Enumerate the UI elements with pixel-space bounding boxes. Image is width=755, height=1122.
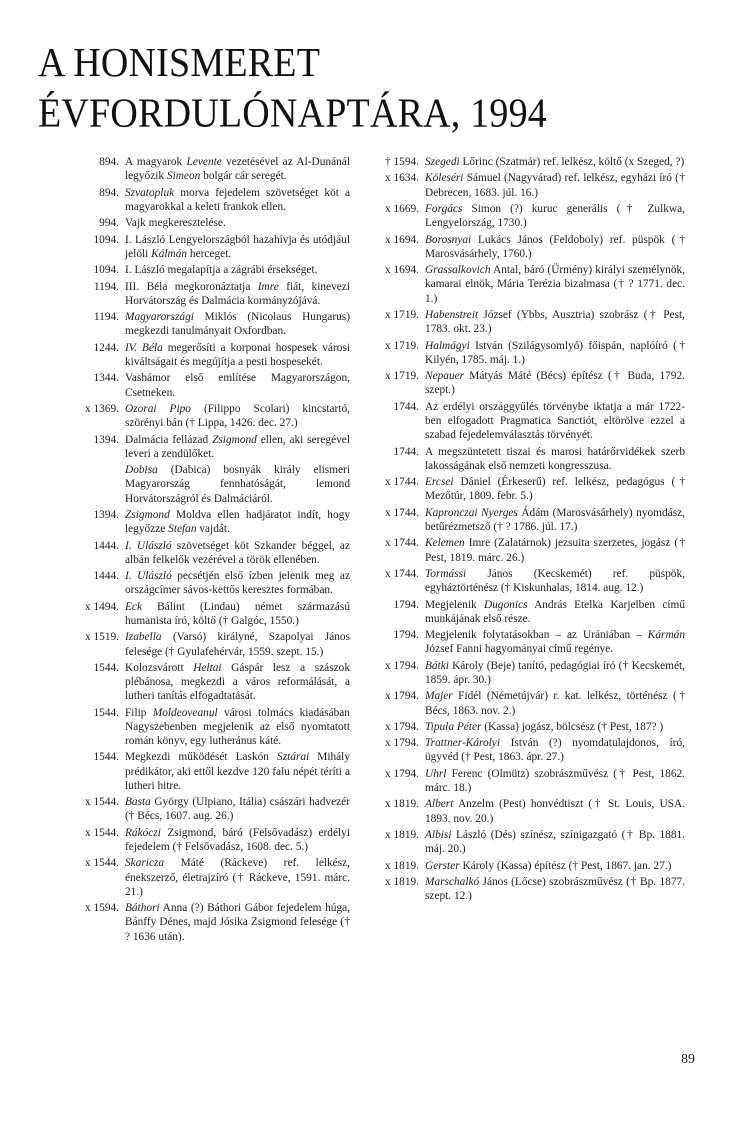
entry-year: x 1819. [384, 829, 419, 842]
entry-text [425, 767, 685, 795]
entry-text-run: István (Szilágysomlyó) főispán, naplóíró († Kilyén, 1785. máj. 1.) [425, 339, 685, 366]
chronology-entry [75, 856, 350, 899]
right-column [375, 155, 685, 906]
entry-name: IV. Béla [125, 341, 163, 354]
entry-year: 1544. [93, 661, 119, 674]
entry-text-run: Az erdélyi országgyűlés törvénybe iktatja a már 1722-ben elfogadott Pragmatica Sanctiót, eltörölve ezzel a szabad fejedelemválasztás törvényét. [425, 400, 685, 442]
entry-name: Kálmán [151, 247, 188, 260]
chronology-entry [375, 400, 685, 443]
entry-text [425, 828, 685, 856]
chronology-entry [75, 216, 350, 230]
entry-year: 1194. [93, 280, 119, 293]
chronology-entry [375, 369, 685, 397]
chronology-entry [375, 263, 685, 306]
entry-text-run: I. László Lengyelországból hazahívja és utódjául jelöli [125, 233, 350, 260]
entry-text [125, 155, 350, 183]
entry-name: Albert [425, 798, 454, 811]
entry-text [125, 341, 350, 369]
entry-text [125, 310, 350, 338]
chronology-entry [375, 767, 685, 795]
chronology-entry [375, 202, 685, 230]
entry-text [425, 720, 685, 734]
entry-year: x 1819. [384, 859, 419, 872]
entry-text [425, 400, 685, 443]
title-line-2: ÉVFORDULÓNAPTÁRA, 1994 [38, 90, 547, 137]
entry-year: x 1794. [384, 737, 419, 750]
entry-name: Dobisa [125, 464, 158, 477]
entry-year: 1194. [93, 311, 119, 324]
entry-text [425, 202, 685, 230]
chronology-entry [75, 630, 350, 658]
entry-text [425, 567, 685, 595]
entry-text [125, 280, 350, 308]
entry-text [425, 875, 685, 903]
entry-text-run: János (Lőcse) szobrászművész († Bp. 1877. szept. 12.) [425, 876, 685, 903]
entry-name: Sztárai [277, 751, 310, 764]
entry-name: Zsigmond [125, 508, 170, 521]
chronology-entry [75, 233, 350, 261]
entry-text [125, 186, 350, 214]
entry-year: x 1794. [384, 690, 419, 703]
entry-year: 894. [99, 156, 119, 168]
entry-name: Habenstreit [425, 308, 479, 321]
entry-text-run: Megjelenik [425, 598, 484, 611]
entry-year: 1444. [93, 570, 119, 583]
chronology-entry [75, 795, 350, 823]
entry-name: Szvatopluk [125, 186, 175, 199]
entry-text-run: Dániel (Érkeserű) ref. lelkész, pedagógus († Mezőtúr, 1809. febr. 5.) [425, 476, 685, 503]
chronology-entry [75, 155, 350, 183]
entry-name: Eck [125, 600, 142, 613]
entry-text-run: János (Kecskemét) ref. püspök, egyháztörténész († Kiskunhalas, 1814. aug. 12.) [425, 567, 685, 595]
entry-text-run: morva fejedelem szövetséget köt a magyarokkal a keleti frankok ellen. [125, 186, 350, 213]
entry-text-run: Simon (?) kuruc generális († Zulkwa, Lengyelország, 1730.) [425, 202, 685, 230]
entry-text [125, 901, 350, 944]
page-title [38, 38, 728, 140]
entry-year: 1094. [93, 233, 119, 246]
chronology-entry [75, 750, 350, 793]
entry-text [125, 795, 350, 823]
entry-text [425, 506, 685, 534]
entry-year: x 1519. [84, 631, 119, 644]
entry-text-run: Bálint (Lindau) német származású humanista író, költő († Galgóc, 1550.) [125, 600, 350, 627]
entry-text-run: III. Béla megkoronáztatja [125, 280, 258, 293]
entry-text-run: Károly (Beje) tanító, pedagógiai író († Kecskemét, 1859. ápr. 30.) [425, 659, 685, 686]
entry-text-run: Anna (?) Báthori Gábor fejedelem húga, Bánffy Dénes, majd Jósika Zsigmond felesége († ? 1636 után). [125, 902, 350, 943]
entry-name: Ercsei [425, 476, 454, 489]
entry-text-run: (Varsó) királyné, Szapolyai János felesége († Gyulafehérvár, 1559. szept. 15.) [125, 631, 350, 658]
chronology-entry [75, 186, 350, 214]
left-column [75, 155, 350, 946]
entry-text [425, 736, 685, 764]
entry-name: Trattner-Károlyi [425, 737, 500, 750]
entry-name: Kelemen [425, 537, 465, 550]
entry-text [125, 216, 350, 230]
entry-name: Bátki [425, 659, 449, 672]
entry-text-run: Kolozsvárott [125, 661, 194, 674]
entry-year: x 1819. [384, 798, 419, 811]
entry-year: † 1594. [384, 156, 419, 168]
entry-year: 1794. [393, 629, 419, 642]
entry-text [125, 661, 350, 704]
entry-text [125, 826, 350, 854]
entry-name: Báthori [125, 902, 160, 915]
entry-year: 1794. [393, 598, 419, 611]
entry-name: Kármán [647, 629, 685, 642]
chronology-entry [75, 706, 350, 749]
entry-text-run: Imre (Zalatárnok) jezsuita szerzetes, jogász († Pest, 1819. márc. 26.) [425, 537, 685, 564]
chronology-entry [375, 308, 685, 336]
entry-text-run: András Etelka Karjelben című munkájának első része. [425, 598, 686, 625]
entry-text-run: Dalmácia fellázad [125, 433, 213, 446]
entry-text-run: vezetésével az Al-Dunánál legyőzik [125, 156, 350, 183]
entry-text [425, 263, 685, 306]
entry-text-run: I. László megalapítja a zágrábi érsekséget. [125, 264, 318, 277]
chronology-entry [75, 280, 350, 308]
chronology-entry [375, 828, 685, 856]
entry-text [425, 369, 685, 397]
entry-text [125, 463, 350, 506]
entry-text-run: József (Ybbs, Ausztria) szobrász († Pest, 1783. okt. 23.) [425, 308, 685, 336]
chronology-entry [375, 233, 685, 261]
entry-year: x 1634. [384, 172, 419, 185]
entry-text [125, 263, 350, 277]
entry-text-run: vajdát. [196, 523, 230, 536]
entry-year: x 1719. [384, 370, 419, 383]
entry-text [125, 508, 350, 536]
entry-text [425, 475, 685, 503]
chronology-entry [375, 475, 685, 503]
entry-text-run: A megszüntetett tiszai és marosi határőrvidékek szerb lakosságának első nemzeti kongresszusa. [425, 445, 685, 472]
entry-text-run: herceget. [187, 247, 232, 260]
entry-text [125, 600, 350, 628]
entry-name: Grassalkovich [425, 264, 491, 277]
chronology-entry [75, 508, 350, 536]
entry-text-run: bolgár cár seregét. [200, 170, 287, 183]
entry-text-run: szövetséget köt Szkander béggel, az albán felkelők vezérével a török ellenében. [125, 539, 350, 566]
entry-name: Stefan [168, 523, 197, 536]
entry-text-run: A magyarok [125, 156, 187, 168]
entry-name: Heltai [193, 661, 222, 674]
entry-text-run: Mihály prédikátor, aki ettől kezdve 120 falu népét téríti a lutheri hitre. [125, 751, 350, 792]
entry-year: 1394. [93, 433, 119, 446]
entry-year: 1094. [93, 264, 119, 277]
entry-text-run: Máté (Ráckeve) ref. lelkész, énekszerző, életrajzíró († Ráckeve, 1591. márc. 21.) [125, 857, 350, 898]
entry-text-run: István (?) nyomdatulajdonos, író, ügyvéd († Pest, 1863. ápr. 27.) [425, 737, 685, 764]
entry-text-run: Megjelenik folytatásokban – az Urániában – [425, 629, 648, 642]
entry-name: Tipula Péter [425, 720, 482, 733]
entry-name: Tormássi [425, 567, 467, 580]
entry-name: Basta [125, 796, 151, 809]
chronology-entry [75, 826, 350, 854]
entry-year: x 1744. [384, 506, 419, 519]
entry-year: 1544. [93, 706, 119, 719]
entry-name: Ozorai Pipo [125, 402, 191, 415]
entry-text-run: megerősíti a korponai hospesek városi kiváltságait és megújítja a pesti hospesekét. [125, 341, 350, 368]
entry-text-run: Ádám (Marosvásárhely) nyomdász, betűrézmetsző († ? 1786. júl. 17.) [425, 506, 685, 533]
entry-text [425, 859, 685, 873]
entry-year: 894. [99, 186, 119, 199]
entry-name: Magyarországi [125, 311, 194, 324]
entry-text [125, 233, 350, 261]
entry-name: Albisi [425, 829, 452, 842]
entry-year: 1244. [93, 341, 119, 354]
entry-text-run: Ferenc (Olmütz) szobrászművész († Pest, 1862. márc. 18.) [425, 767, 685, 795]
chronology-entry [75, 433, 350, 461]
entry-year: x 1694. [384, 264, 419, 277]
entry-text [425, 171, 685, 199]
entry-year: x 1719. [384, 339, 419, 352]
chronology-entry [75, 901, 350, 944]
entry-name: Borosnyai [425, 233, 472, 246]
entry-text [425, 689, 685, 717]
entry-year: x 1744. [384, 537, 419, 550]
entry-year: x 1794. [384, 720, 419, 733]
entry-text-run: Gáspár lesz a szászok plébánosa, megkezdi a város reformálását, a lutheri tanítás elfogadtatását. [125, 661, 351, 703]
entry-text-run: Miklós (Nicolaus Hungarus) megkezdi tanulmányait Oxfordban. [125, 311, 350, 338]
chronology-entry [375, 506, 685, 534]
entry-text-run: ellen, aki seregével leveri a zendülőket. [125, 433, 350, 460]
chronology-entry [375, 155, 685, 169]
entry-text-run: fiát, kinevezi Horvátország és Dalmácia kormányzójává. [125, 280, 350, 307]
chronology-entry [75, 310, 350, 338]
entry-text-run: Anzelm (Pest) honvédtiszt († St. Louis, USA. 1893. nov. 20.) [425, 798, 685, 825]
entry-text-run: Megkezdi működését Laskón [125, 751, 278, 764]
entry-text-run: György (Ulpiano, Itália) császári hadvezér († Bécs, 1607. aug. 26.) [125, 796, 350, 823]
entry-text [125, 539, 350, 567]
entry-year: x 1819. [384, 876, 419, 889]
entry-year: x 1544. [84, 857, 119, 870]
chronology-entry [75, 341, 350, 369]
entry-text [125, 402, 350, 430]
entry-name: Majer [425, 690, 453, 703]
entry-year: 994. [99, 217, 119, 230]
chronology-entry [75, 402, 350, 430]
entry-name: Moldeoveanul [152, 706, 218, 719]
entry-text-run: Antal, báró (Ürmény) királyi személynök, kamarai elnök, Mária Terézia bizalmasa († ? 1771. dec. 1.) [425, 264, 685, 305]
chronology-entry [75, 569, 350, 597]
entry-name: Zsigmond [212, 433, 257, 446]
chronology-entry [375, 536, 685, 564]
entry-text [125, 433, 350, 461]
entry-text-run: Fidél (Németújvár) r. kat. lelkész, történész († Bécs, 1863. nov. 2.) [425, 690, 685, 717]
entry-text-run: Sámuel (Nagyvárad) ref. lelkész, egyházi író († Debrecen, 1683. júl. 16.) [425, 172, 685, 199]
entry-text [125, 371, 350, 399]
entry-year: x 1669. [384, 202, 419, 215]
entry-year: 1744. [393, 400, 419, 413]
entry-text-run: Mátyás Máté (Bécs) építész († Buda, 1792. szept.) [425, 370, 685, 397]
entry-name: Dugonics [483, 598, 528, 611]
chronology-entry [375, 171, 685, 199]
chronology-entry [75, 371, 350, 399]
entry-year: x 1369. [84, 402, 119, 415]
chronology-entry [75, 263, 350, 277]
chronology-entry [375, 689, 685, 717]
chronology-entry [75, 463, 350, 506]
entry-text-run: városi tolmács kiadásában Nagyszebenben megjelenik az első nyomtatott román könyv, egy lutheránus káté. [125, 706, 350, 748]
entry-name: Rákóczi [125, 826, 161, 839]
entry-text-run: Vajk megkeresztelése. [125, 217, 226, 230]
entry-name: Imre [257, 280, 279, 293]
entry-text-run: Lőrinc (Szatmár) ref. lelkész, költő (x Szeged, ?) [459, 156, 685, 168]
entry-text [125, 750, 350, 793]
chronology-entry [375, 859, 685, 873]
entry-name: Gerster [425, 859, 460, 872]
chronology-entry [75, 539, 350, 567]
entry-text-run: Filip [125, 706, 153, 719]
entry-year: x 1694. [384, 233, 419, 246]
entry-text [125, 856, 350, 899]
entry-text [425, 155, 685, 169]
entry-text-run: pecsétjén első ízben jelenik meg az országcímer sávos-kettős keresztes formában. [125, 570, 350, 597]
entry-year: x 1494. [84, 600, 119, 613]
entry-year: x 1794. [384, 659, 419, 672]
chronology-entry [375, 736, 685, 764]
entry-name: Halmágyi [425, 339, 470, 352]
entry-text-run: Zsigmond, báró (Felsővadász) erdélyi fejedelem († Felsővadász, 1608. dec. 5.) [125, 826, 350, 854]
entry-year: x 1544. [84, 796, 119, 809]
entry-year: 1544. [93, 751, 119, 764]
entry-year: 1744. [393, 445, 419, 458]
entry-text [425, 233, 685, 261]
chronology-entry [375, 720, 685, 734]
entry-text [125, 630, 350, 658]
entry-text [425, 445, 685, 473]
entry-name: Nepauer [425, 370, 465, 383]
entry-text-run: Lukács János (Feldoboly) ref. püspök († Marosvásárhely, 1760.) [425, 233, 685, 260]
entry-year: x 1544. [84, 826, 119, 839]
entry-name: Köleséri [425, 172, 464, 185]
entry-text-run: Vashámor első említése Magyarországon, Csetneken. [125, 372, 350, 399]
entry-text-run: József Fanni hagyományai című regénye. [425, 643, 614, 656]
entry-year: x 1794. [384, 767, 419, 780]
chronology-entry [375, 797, 685, 825]
entry-year: x 1744. [384, 567, 419, 580]
entry-year [75, 463, 119, 506]
entry-name: Levente [186, 156, 222, 168]
entry-year: x 1744. [384, 476, 419, 489]
entry-text [425, 598, 685, 626]
entry-text [125, 569, 350, 597]
entry-name: I. Ulászló [125, 539, 172, 552]
chronology-entry [375, 628, 685, 656]
entry-text-run: (Kassa) jogász, bölcsész († Pest, 187? ) [481, 720, 664, 733]
entry-text [425, 339, 685, 367]
entry-name: Szegedi [425, 156, 460, 168]
title-line-1: A HONISMERET [38, 40, 321, 86]
entry-text-run: László (Dés) színész, színigazgató († Bp. 1881. máj. 20.) [425, 829, 685, 856]
entry-text-run: Károly (Kassa) építész († Pest, 1867. jan. 27.) [459, 859, 672, 872]
chronology-entry [375, 445, 685, 473]
chronology-entry [375, 339, 685, 367]
chronology-entry [375, 598, 685, 626]
chronology-entry [375, 567, 685, 595]
entry-text-run: Moldva ellen hadjáratot indít, hogy legyőzze [125, 508, 350, 536]
entry-year: x 1719. [384, 308, 419, 321]
entry-text [425, 797, 685, 825]
entry-name: Skaricza [125, 857, 165, 870]
chronology-entry [75, 661, 350, 704]
entry-name: I. Ulászló [125, 570, 172, 583]
entry-name: Kapronczai Nyerges [425, 506, 518, 519]
entry-name: Forgács [425, 202, 463, 215]
chronology-entry [375, 659, 685, 687]
entry-text-run: (Dabica) bosnyák király elismeri Magyarország fennhatóságát, lemond Horvátországról és Dalmáciáról. [125, 464, 350, 505]
entry-text [425, 536, 685, 564]
entry-year: x 1594. [84, 902, 119, 915]
entry-text [425, 308, 685, 336]
entry-name: Uhrl [425, 767, 447, 780]
entry-name: Marschalkó [425, 876, 480, 889]
entry-name: Simeon [166, 170, 201, 183]
entry-name: Izabella [125, 631, 162, 644]
entry-text-run: (Filippo Scolari) kincstartó, szörényi bán († Lippa, 1426. dec. 27.) [125, 402, 350, 430]
entry-text [425, 628, 685, 656]
entry-year: 1344. [93, 372, 119, 385]
entry-year: 1444. [93, 539, 119, 552]
page-number: 89 [681, 1052, 695, 1067]
entry-year: 1394. [93, 508, 119, 521]
entry-text [125, 706, 350, 749]
entry-text [425, 659, 685, 687]
chronology-entry [375, 875, 685, 903]
chronology-entry [75, 600, 350, 628]
